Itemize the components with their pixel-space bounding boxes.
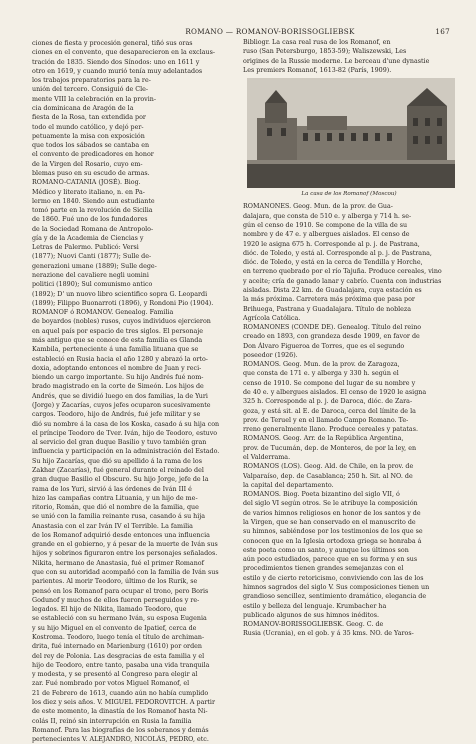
text-line: dalajara, que consta de 510 e. y alberga y 714 h. se- [243, 212, 412, 220]
text-line: la Virgen, que se han conservado en el manuscrito de [243, 518, 416, 526]
text-line: petuamente la misa con exposición [32, 132, 145, 140]
right-column [243, 38, 455, 639]
page-number: 167 [435, 27, 450, 36]
photo-caption: La casa de los Romanof (Moscou) [301, 191, 397, 198]
text-line: legados. El hijo de Nikita, llamado Teodoro, que [32, 606, 187, 614]
text-line: gía y de la Academia de Ciencias y [32, 234, 144, 242]
text-line: Agrícola Católica. [243, 314, 301, 322]
text-line: su himnos, sabiéndose por los testimonios de los que se [243, 528, 423, 536]
text-line: del siglo VI según otros. Se le atribuye la composición [243, 500, 418, 508]
text-line: cargos. Teodoro, hijo de Andrés, fué jefe militar y se [32, 411, 201, 419]
text-line: nombre y de 47 e. y albergues aislados. El censo de [243, 231, 410, 239]
text-line: ciones en el convento, que desaparecieron en la exclaus- [32, 49, 216, 57]
text-line: y su hijo Miguel en el convento de Ipatief, cerca de [32, 624, 197, 632]
text-line: ROMANOS (LOS). Geog. Ald. de Chile, en la prov. de [243, 463, 414, 471]
text-line: Rusia (Ucrania), en el gob. y á 35 kms. NO. de Yaros- [243, 630, 414, 638]
text-line: gran duque Basilio el Obscuro. Su hijo Jorge, jefe de la [32, 476, 209, 484]
text-line: y aceite; cría de ganado lanar y cabrío. Cuenta con industrias [243, 277, 442, 285]
text-line: de la Virgen del Rosario, cuyo em- [32, 160, 143, 168]
text-line: ritorio, Román, que dió el nombre de la familia, que [32, 504, 199, 512]
text-line: lermo en 1840. Siendo aun estudiante [32, 197, 155, 205]
text-line: ROMANOF ó ROMANOV. Genealog. Familia [32, 309, 174, 317]
text-line: aún poco estudiados, parece que en su forma y en sus [243, 556, 418, 564]
text-line: pensó en los Romanof para ocupar el trono, pero Boris [32, 587, 209, 595]
text-line: influencia y participación en la administración del Estado. [32, 448, 220, 456]
bibliography-line: origines de la Russie moderne. Le berceau d'une dynastie [243, 57, 430, 65]
text-line: ROMANONES. Geog. Mun. de la prov. de Gua- [243, 203, 393, 211]
text-line: el convento de predicadores en honor [32, 151, 154, 159]
text-line: zar. Fué nombrado por votos Miguel Romanof, el [32, 680, 190, 688]
text-line: y modesta, y se presentó al Congreso para elegir al [32, 671, 198, 679]
text-line: Valparaíso, dep. de Casablanca; 250 h. Sit. al NO. de [243, 472, 413, 480]
text-line: cia dominicana de Aragón de la [32, 104, 134, 112]
text-line: politici (1890); Sul comunismo antico [32, 281, 153, 289]
text-line: todo el mundo católico, y dejó per- [32, 123, 144, 131]
text-line: prov. de Teruel y en el llamado Campo Romano. Te- [243, 416, 409, 424]
text-line: mente VIII la celebración en la provin- [32, 95, 157, 103]
text-line: dió su nombre á la casa de los Koska, casado á su hija con [32, 420, 220, 428]
text-line: tomó parte en la revolución de Sicilia [32, 207, 153, 215]
text-line: Kostroma. Teodoro, luego tenía el título de archiman- [32, 634, 205, 641]
text-line: en terreno quebrado por el río Tajuña. Produce cereales, vino [243, 268, 442, 276]
text-line: el príncipe Teodoro de Tver. Iván, hijo de Teodoro, estuvo [32, 429, 218, 437]
text-line: de 1860. Fué uno de los fundadores [32, 216, 148, 224]
text-line: Don Álvaro Figueroa de Torres, que es el segundo [243, 342, 405, 350]
text-line: se unió con la familia reinante rusa, casando á su hija [32, 513, 206, 521]
text-line: de este momento, la dinastía de los Romanof hasta Ni- [32, 708, 208, 716]
right-column-text [243, 202, 455, 638]
text-line: de 40 e. y albergues aislados. El censo de 1920 le asigna [243, 389, 427, 397]
text-line: creado en 1893, con grandeza desde 1909, en favor de [243, 333, 420, 341]
text-line: drita, fué internado en Marienburg (1610) por orden [32, 643, 202, 651]
photo-romanof-house [247, 78, 455, 188]
text-line: rama de los Yuri, sirvió á las órdenes de Iván III é [32, 485, 192, 493]
text-line: otro en 1619, y cuando murió tenía muy adelantados [32, 67, 203, 75]
text-line: este poeta como un santo, y aunque los últimos son [243, 546, 409, 554]
building-photo-image [247, 78, 455, 188]
text-line: de la Sociedad Romana de Antropolo- [32, 225, 154, 233]
text-line: más antiguo que se conoce de esta familia es Glanda [32, 337, 203, 344]
text-line: goza, y está sit. al E. de Daroca, cerca del límite de la [243, 407, 416, 415]
bibliography-line: Bibliogr. La casa real rusa de los Romanof, en [243, 39, 391, 46]
text-line: ROMANONES (CONDE DE). Genealog. Título del reino [243, 324, 422, 332]
text-line: (Jorge) y Zacarías, cuyos jefes ocuparon sucesivamente [32, 401, 211, 409]
text-line: de los Romanof adquirió desde entonces una influencia [32, 531, 210, 539]
text-line: del rey de Polonia. Las desgracias de esta familia y el [32, 652, 205, 660]
text-line: hijo de Teodoro, entre tanto, pasaba una vida tranquila [32, 661, 210, 669]
text-line: Romanof. Para las biografías de los soberanos y demás [32, 726, 209, 734]
text-line: ROMANO-CATANIA (JOSÉ). Biog. [32, 179, 141, 187]
text-line: generazioni umane (1889); Sulle dege- [32, 262, 157, 270]
text-line: tración de 1835. Siendo dos Sínodos: uno en 1611 y [32, 58, 200, 66]
text-line: Su hijo Zacarías, que dió su apellido á la rama de los [32, 457, 202, 465]
text-line: aisladas. Dista 22 km. de Guadalajara, cuya estación es [243, 286, 422, 294]
text-line: gún el censo de 1910. Se compone de la villa de su [243, 221, 408, 229]
text-line: los trabajos preparatorios para la re- [32, 77, 151, 85]
text-line: hizo las campañas contra Lituania, y un hijo de me- [32, 494, 198, 502]
text-line: Kambila, perteneciente á una familia lituana que se [32, 346, 199, 354]
text-line: fiesta de la Rosa, tan extendida por [32, 114, 146, 122]
left-column [32, 39, 240, 744]
text-line: colás II, reinó sin interrupción en Rusia la familia [32, 717, 192, 725]
text-line: la más próxima. Carretera más próxima que pasa por [243, 296, 415, 304]
text-line: 21 de Febrero de 1613, cuando aún no había cumplido [32, 689, 209, 697]
text-line: procedimientos tienen grandes semejanzas con el [243, 565, 404, 573]
text-line: unión del tercero. Consiguió de Cle- [32, 86, 149, 94]
bibliography-line: ruso (San Petersburgo, 1853-59); Waliszewski, Les [243, 48, 407, 56]
bibliography-line: Les premiers Romanof, 1613-82 (París, 1909). [243, 66, 392, 74]
text-line: hijos y sobrinos figuraron entre los personajes señalados. [32, 550, 218, 558]
text-line: censo de 1910. Se compone del lugar de su nombre y [243, 379, 416, 387]
text-line: estilo y belleza del lenguaje. Krumbacher ha [243, 602, 387, 610]
text-line: Anastasia con el zar Iván IV el Terrible. La familia [32, 522, 193, 530]
text-line: se estableció con su hermano Iván, su esposa Eugenia [32, 615, 207, 623]
text-line: estilo y de cierto retoricismo, conviviendo con las de los [243, 574, 424, 582]
text-line: blemas puso en su escudo de armas. [32, 169, 150, 177]
text-line: doxia, adoptando entonces el nombre de Juan y reci- [32, 364, 202, 372]
text-line: ROMANOS. Biog. Poeta bizantino del siglo VII, ó [243, 491, 400, 499]
text-line: de varios himnos religiosos en honor de los santos y de [243, 509, 421, 517]
text-line: himnos sagrados del siglo V. Sus composiciones tienen un [243, 583, 430, 591]
running-head: ROMANO — ROMANOV-BORISSOGLIEBSK [185, 27, 355, 36]
text-line: grande en el gobierno, y á pesar de la muerte de Iván sus [32, 541, 218, 549]
text-line: Zakhar (Zacarías), fué general durante el reinado del [32, 466, 204, 474]
text-line: la capital del departamento. [243, 481, 334, 489]
text-line: al servicio del gran duque Basilio y tuvo también gran [32, 439, 207, 447]
text-line: (1892); D' un nuovo libro scientifico sopra G. Leopardi [32, 290, 208, 298]
text-line: dióc. de Toledo, y está al. Corresponde al p. j. de Pastrana, [243, 249, 432, 257]
text-line: Godunof y muchos de ellos fueron perseguidos y re- [32, 596, 200, 604]
text-line: poseedor (1926). [243, 351, 298, 359]
text-line: ciones de fiesta y procesión general, tiñó sus oras [32, 40, 193, 47]
text-line: dióc. de Toledo, y está en la cerca de Tendilla y Horche, [243, 259, 423, 267]
text-line: ROMANOS. Geog. Mun. de la prov. de Zaragoza, [243, 361, 400, 369]
text-line: brado magistrado en la corte de Simeón. Los hijos de [32, 383, 204, 391]
text-line: parientes. Al morir Teodoro, último de los Rurik, se [32, 578, 198, 586]
text-line: grandioso sencillez, sentimiento dramático, elegancia de [243, 593, 427, 601]
text-line: publicado algunos de sus himnos inéditos. [243, 611, 379, 619]
text-line: prov. de Tucumán, dep. de Monteros, de por la ley, en [243, 444, 417, 452]
text-line: de boyardos (nobles) rusos, cuyos individuos ejercieron [32, 318, 211, 326]
text-line: conocen que en la Iglesia ortodoxa griega se honraba á [243, 537, 422, 545]
text-line: (1877); Nuovi Canti (1877); Sulle de- [32, 253, 152, 261]
text-line: Andrés, que se dividió luego en dos familias, la de Yuri [32, 392, 208, 400]
text-line: nerazione del cavaliere negli uomini [32, 272, 149, 280]
text-line: Nikita, hermano de Anastasia, fué el primer Romanof [32, 559, 204, 567]
text-line: 1920 le asigna 675 h. Corresponde al p. j. de Pastrana, [243, 240, 420, 248]
text-line: estableció en Rusia hacia el año 1280 y abrazó la orto- [32, 355, 208, 363]
text-line: Letras de Palermo. Publicó: Versi [32, 244, 139, 252]
text-line: pertenecientes V. ALEJANDRO, NICOLÁS, PEDRO, etc. [32, 736, 209, 744]
text-line: el Valderrama. [243, 454, 291, 461]
text-line: que todos los sábados se cantaba en [32, 142, 150, 150]
text-line: que con su autoridad acompañó con la familia de Iván sus [32, 569, 219, 577]
text-line: Brihuega, Pastrana y Guadalajara. Título de nobleza [243, 305, 412, 313]
text-line: en aquel país por espacio de tres siglos. El personaje [32, 327, 204, 335]
text-line: biendo un cargo importante. Su hijo Andrés fué nom- [32, 374, 204, 382]
text-line: ROMANOV-BORISSOGLIEBSK. Geog. C. de [243, 621, 384, 629]
text-line: (1899); Filippo Buonarroti (1896), y Rondoni Pio (1904). [32, 299, 214, 307]
text-line: Médico y literato italiano, n. en Pa- [32, 188, 145, 196]
text-line: ROMANOS. Geog. Arr. de la República Argentina, [243, 435, 404, 443]
text-line: los diez y seis años. V. MIGUEL FEDOROVITCH. A partir [32, 698, 215, 706]
text-line: que consta de 171 e. y alberga y 330 h. según el [243, 370, 399, 378]
bibliography-block [243, 38, 455, 75]
text-line: 325 h. Corresponde al p. j. de Daroca, dióc. de Zara- [243, 398, 413, 406]
text-line: rreno generalmente llano. Produce cereales y patatas. [243, 426, 418, 434]
